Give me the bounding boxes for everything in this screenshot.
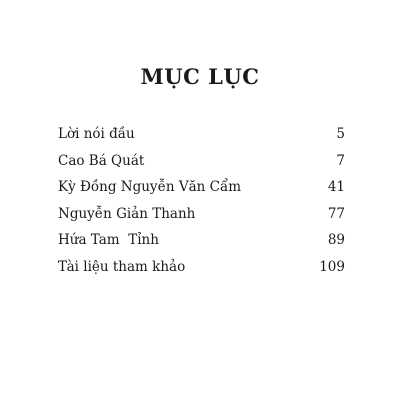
- toc-entry-title: Cao Bá Quát: [58, 152, 145, 169]
- toc-entry-title: Tài liệu tham khảo: [58, 258, 186, 275]
- toc-entry: [58, 124, 345, 151]
- toc-entry-page-number: 77: [327, 205, 345, 222]
- toc-entry: [58, 230, 345, 257]
- toc-entry: [58, 257, 345, 284]
- toc-entry-title: Nguyễn Giản Thanh: [58, 205, 196, 222]
- toc-entry: [58, 151, 345, 178]
- page-title: MỤC LỤC: [140, 64, 260, 89]
- toc-entry-title: Hứa Tam Tỉnh: [58, 232, 159, 249]
- toc-entry-page-number: 5: [336, 126, 345, 142]
- toc-entry: [58, 177, 345, 204]
- toc-entry-title: Lời nói đầu: [58, 126, 135, 142]
- toc-entry-page-number: 41: [327, 179, 345, 196]
- toc-entry-page-number: 109: [319, 258, 345, 275]
- table-of-contents: [58, 124, 345, 284]
- toc-entry-page-number: 89: [327, 232, 345, 249]
- toc-entry-title: Kỳ Đồng Nguyễn Văn Cẩm: [58, 179, 242, 196]
- toc-entry: [58, 204, 345, 231]
- toc-entry-page-number: 7: [336, 152, 345, 169]
